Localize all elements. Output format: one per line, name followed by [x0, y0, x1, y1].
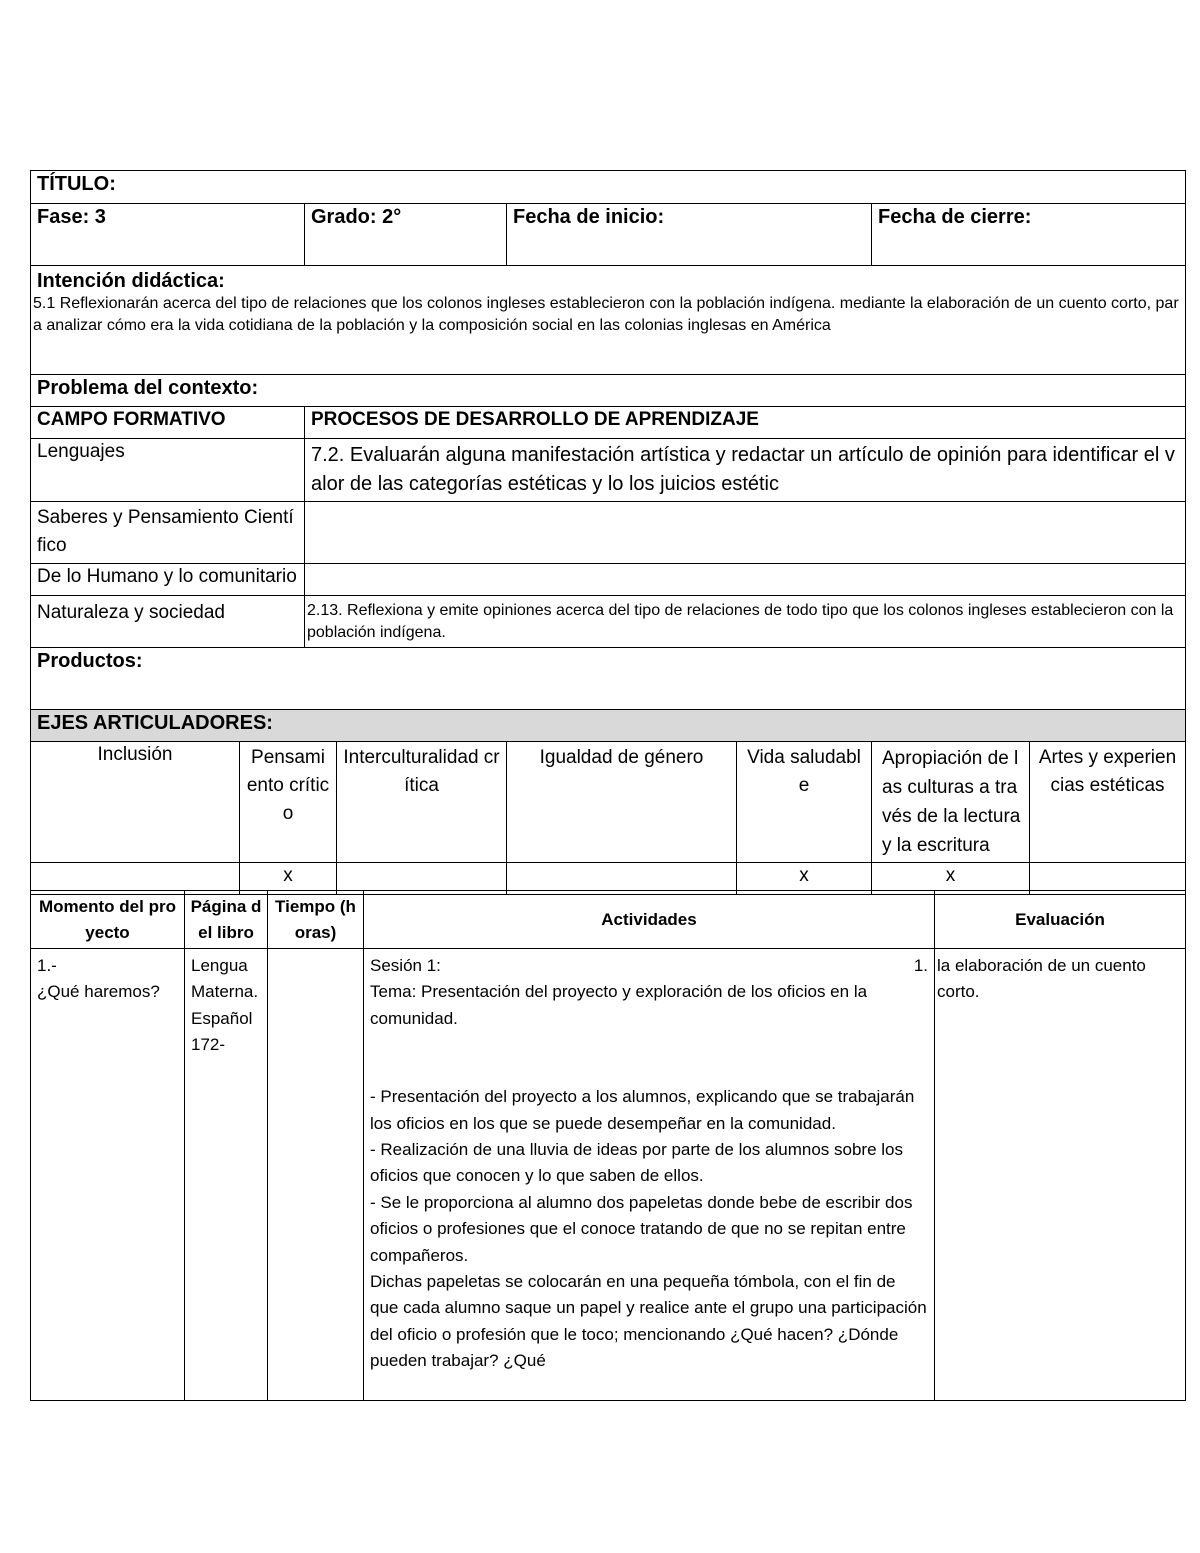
eje-interculturalidad: Interculturalidad crítica — [337, 742, 507, 863]
intencion-label: Intención didáctica: — [37, 270, 225, 292]
momento-text: ¿Qué haremos? — [37, 982, 160, 1002]
fecha-inicio-label: Fecha de inicio: — [507, 204, 872, 266]
fase-label: Fase: 3 — [31, 204, 305, 266]
actividades-cell — [364, 949, 935, 1401]
activities-table — [30, 890, 1186, 1401]
eje-mark: x — [872, 863, 1030, 895]
header-evaluacion: Evaluación — [935, 891, 1186, 949]
ejes-label: EJES ARTICULADORES: — [31, 710, 1186, 742]
proceso-lenguajes: 7.2. Evaluarán alguna manifestación artística y redactar un artículo de opinión para identificar el valor de las categorías estéticas y lo los juicios estétic — [305, 439, 1186, 502]
spacer — [370, 1032, 928, 1084]
intencion-cell — [31, 266, 1186, 375]
fecha-cierre-label: Fecha de cierre: — [872, 204, 1186, 266]
header-tiempo: Tiempo (horas) — [268, 891, 364, 949]
header-actividades: Actividades — [364, 891, 935, 949]
eje-vida-saludable: Vida saludable — [737, 742, 872, 863]
campo-saberes: Saberes y Pensamiento Científico — [31, 502, 305, 564]
eje-inclusion: Inclusión — [31, 742, 240, 863]
proceso-saberes — [305, 502, 1186, 564]
eje-artes: Artes y experiencias estéticas — [1030, 742, 1186, 863]
productos-label: Productos: — [31, 648, 1186, 710]
campo-humano: De lo Humano y lo comunitario — [31, 564, 305, 596]
eje-pensamiento-critico: Pensamiento crítico — [240, 742, 337, 863]
pagina-cell: Lengua Materna. Español 172- — [185, 949, 268, 1401]
activity-item: - Realización de una lluvia de ideas por parte de los alumnos sobre los oficios que conocen y lo que saben de ellos. — [370, 1140, 903, 1186]
eje-igualdad-genero: Igualdad de género — [507, 742, 737, 863]
titulo-label: TÍTULO: — [31, 171, 1186, 204]
evaluacion-cell: la elaboración de un cuento corto. — [935, 949, 1186, 1401]
grado-label: Grado: 2° — [305, 204, 507, 266]
activity-item: - Se le proporciona al alumno dos papeletas donde bebe de escribir dos oficios o profesiones que el conoce tratando de que no se repitan entre compañeros. — [370, 1192, 913, 1265]
campo-lenguajes: Lenguajes — [31, 439, 305, 502]
proceso-naturaleza: 2.13. Reflexiona y emite opiniones acerca del tipo de relaciones de todo tipo que los colonos ingleses establecieron con la población indígena. — [305, 596, 1186, 648]
intencion-text: 5.1 Reflexionarán acerca del tipo de relaciones que los colonos ingleses establecieron con la población indígena. mediante la elaboración de un cuento corto, para analizar cómo era la vida cotidiana de la población y la composición social en las colonias inglesas en América — [33, 295, 1179, 334]
campo-formativo-header: CAMPO FORMATIVO — [31, 407, 305, 439]
tema-text: Tema: Presentación del proyecto y exploración de los oficios en la comunidad. — [370, 982, 868, 1028]
eje-mark: x — [737, 863, 872, 895]
proceso-humano — [305, 564, 1186, 596]
sesion-number: 1. — [913, 956, 928, 975]
momento-cell — [31, 949, 185, 1401]
project-header-table — [30, 170, 1186, 895]
activity-item: - Presentación del proyecto a los alumnos, explicando que se trabajarán los oficios en los que se puede desempeñar en la comunidad. — [370, 1087, 915, 1133]
momento-number: 1.- — [37, 956, 57, 975]
header-pagina: Página del libro — [185, 891, 268, 949]
procesos-header: PROCESOS DE DESARROLLO DE APRENDIZAJE — [305, 407, 1186, 439]
tiempo-cell — [268, 949, 364, 1401]
activity-item: Dichas papeletas se colocarán en una pequeña tómbola, con el fin de que cada alumno saque un papel y realice ante el grupo una participación del oficio o profesión que le toco; mencionando ¿Qué hacen? ¿Dónde pueden trabajar? ¿Qué — [370, 1272, 927, 1371]
header-momento: Momento del proyecto — [31, 891, 185, 949]
eje-apropiacion: Apropiación de las culturas a través de la lectura y la escritura — [872, 742, 1030, 863]
sesion-label: Sesión 1: — [370, 956, 441, 975]
problema-label: Problema del contexto: — [31, 375, 1186, 407]
eje-mark: x — [240, 863, 337, 895]
sesion-row — [370, 953, 928, 979]
campo-naturaleza: Naturaleza y sociedad — [31, 596, 305, 648]
